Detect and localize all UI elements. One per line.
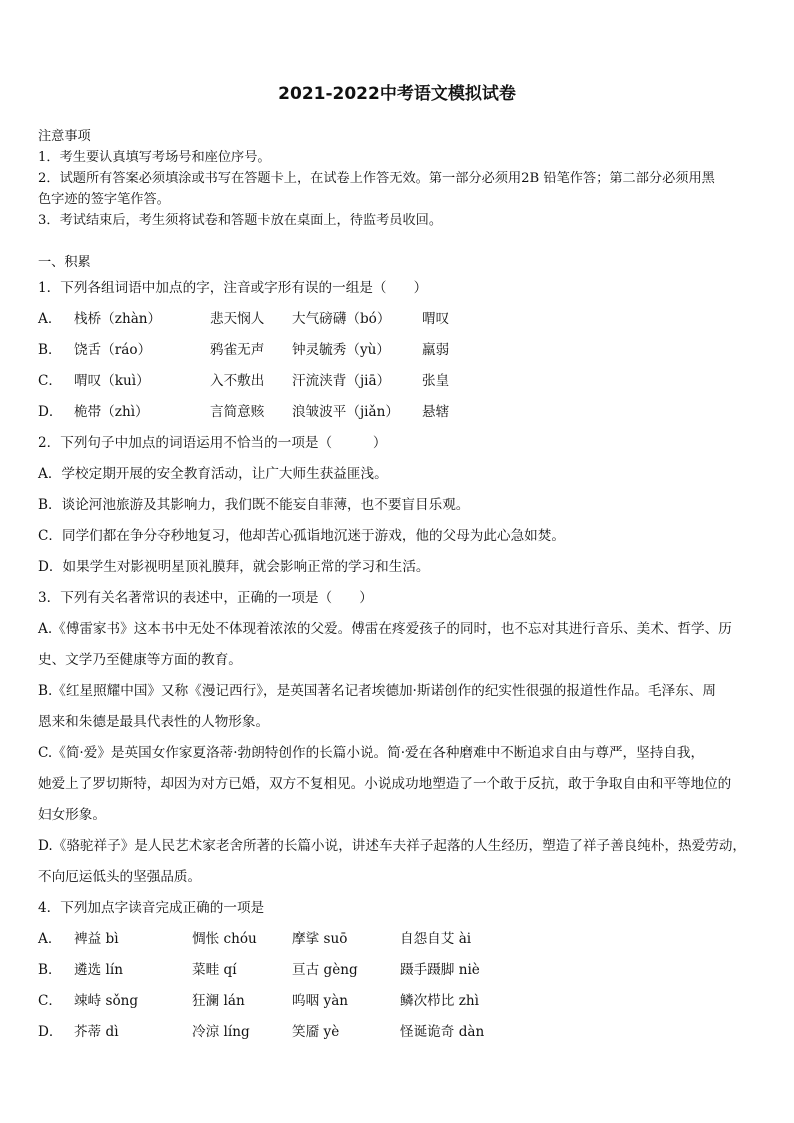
option-term: 芥蒂 dì — [74, 1024, 119, 1040]
question-4-stem: 4．下列加点字读音完成正确的一项是 — [38, 900, 265, 916]
option-term: 桅帯（zhì） — [74, 404, 149, 420]
question-4-option-a — [38, 924, 756, 955]
option-label: C． — [38, 373, 62, 389]
option-term: 惆怅 chóu — [192, 931, 257, 947]
option-term: 喟叹（kuì） — [74, 373, 150, 389]
question-4-option-d — [38, 1017, 756, 1048]
option-term: 鳞次栉比 zhì — [400, 993, 479, 1009]
option-term: 羸弱 — [422, 342, 450, 358]
question-1 — [38, 273, 756, 428]
option-term: 钟灵毓秀（yù） — [292, 342, 390, 358]
question-3-line: 妇女形象。 — [38, 807, 106, 823]
option-term: 笑靥 yè — [292, 1024, 340, 1040]
question-3-line: 史、文学乃至健康等方面的教育。 — [38, 652, 242, 668]
notice-item: 2．试题所有答案必须填涂或书写在答题卡上，在试卷上作答无效。第一部分必须用2B 铅笔作答；第二部分必须用黑 — [38, 171, 715, 186]
notice-item: 1．考生要认真填写考场号和座位序号。 — [38, 150, 271, 165]
question-4-option-b — [38, 955, 756, 986]
notice-item: 3．考试结束后，考生须将试卷和答题卡放在桌面上，待监考员收回。 — [38, 213, 443, 228]
question-3-stem: 3．下列有关名著常识的表述中，正确的一项是（ ） — [38, 590, 373, 606]
option-term: 摩挲 suō — [292, 931, 348, 947]
option-term: 怪诞诡奇 dàn — [400, 1024, 485, 1040]
option-term: 裨益 bì — [74, 931, 119, 947]
option-term: 蹑手蹑脚 niè — [400, 962, 480, 978]
option-label: D． — [38, 1024, 63, 1040]
option-term: 入不敷出 — [210, 373, 265, 389]
notice-section — [38, 126, 756, 231]
notice-heading: 注意事项 — [38, 129, 91, 144]
option-term: 言简意赅 — [210, 404, 265, 420]
question-3-line: C.《简·爱》是英国女作家夏洛蒂·勃朗特创作的长篇小说。简·爱在各种磨难中不断追求自由与尊严，坚持自我， — [38, 745, 705, 761]
option-term: 喟叹 — [422, 311, 450, 327]
option-term: 呜咽 yàn — [292, 993, 349, 1009]
question-3-line: 她爱上了罗切斯特，却因为对方已婚，双方不复相见。小说成功地塑造了一个敢于反抗，敢于争取自由和平等地位的 — [38, 776, 732, 792]
question-2-option-a: A．学校定期开展的安全教育活动，让广大师生获益匪浅。 — [38, 466, 388, 482]
option-label: C． — [38, 993, 62, 1009]
option-term: 栈桥（zhàn） — [74, 311, 162, 327]
question-1-option-a — [38, 304, 756, 335]
option-term: 饶舌（ráo） — [74, 342, 152, 358]
option-term: 遴选 lín — [74, 962, 123, 978]
question-1-option-b — [38, 335, 756, 366]
question-2-stem: 2．下列句子中加点的词语运用不恰当的一项是（ ） — [38, 435, 387, 451]
notice-item: 色字迹的签字笔作答。 — [38, 192, 170, 207]
option-term: 菜畦 qí — [192, 962, 237, 978]
question-2-option-b: B．谈论河池旅游及其影响力，我们既不能妄自菲薄，也不要盲目乐观。 — [38, 497, 470, 513]
option-term: 亘古 gèng — [292, 962, 358, 978]
option-term: 竦峙 sǒng — [74, 993, 139, 1009]
option-label: B． — [38, 342, 62, 358]
option-term: 自怨自艾 ài — [400, 931, 472, 947]
option-label: B． — [38, 962, 62, 978]
option-term: 鸦雀无声 — [210, 342, 265, 358]
question-3-line: 恩来和朱德是最具代表性的人物形象。 — [38, 714, 270, 730]
option-term: 悲天悯人 — [210, 311, 265, 327]
option-label: A． — [38, 311, 62, 327]
option-term: 悬辖 — [422, 404, 450, 420]
option-label: D． — [38, 404, 63, 420]
question-2-option-d: D．如果学生对影视明星顶礼膜拜，就会影响正常的学习和生活。 — [38, 559, 430, 575]
option-term: 张皇 — [422, 373, 450, 389]
question-2 — [38, 428, 756, 583]
option-term: 大气磅礴（bó） — [292, 311, 391, 327]
question-3-line: D.《骆驼祥子》是人民艺术家老舍所著的长篇小说，讲述车夫祥子起落的人生经历，塑造了祥子善良纯朴，热爱劳动， — [38, 838, 747, 854]
question-4 — [38, 893, 756, 1048]
question-2-option-c: C．同学们都在争分夺秒地复习，他却苦心孤诣地沉迷于游戏，他的父母为此心急如焚。 — [38, 528, 565, 544]
question-3-line: 不向厄运低头的坚强品质。 — [38, 869, 202, 885]
section-heading: 一、积累 — [38, 255, 91, 270]
question-1-option-c — [38, 366, 756, 397]
question-1-option-d — [38, 397, 756, 428]
option-term: 冷涼 líng — [192, 1024, 250, 1040]
option-term: 汗流浃背（jiā） — [292, 373, 391, 389]
question-1-stem: 1．下列各组词语中加点的字，注音或字形有误的一组是（ ） — [38, 280, 428, 296]
option-label: A． — [38, 931, 62, 947]
question-4-option-c — [38, 986, 756, 1017]
question-3-line: A.《傅雷家书》这本书中无处不体现着浓浓的父爱。傅雷在疼爱孩子的同时，也不忘对其进行音乐、美术、哲学、历 — [38, 621, 732, 637]
question-3-line: B.《红星照耀中国》又称《漫记西行》，是英国著名记者埃德加·斯诺创作的纪实性很强的报道性作品。毛泽东、周 — [38, 683, 716, 699]
page-title: 2021-2022中考语文模拟试卷 — [278, 84, 516, 104]
question-3 — [38, 583, 756, 893]
option-term: 浪皱波平（jiǎn） — [292, 404, 399, 420]
option-term: 狂澜 lán — [192, 993, 245, 1009]
